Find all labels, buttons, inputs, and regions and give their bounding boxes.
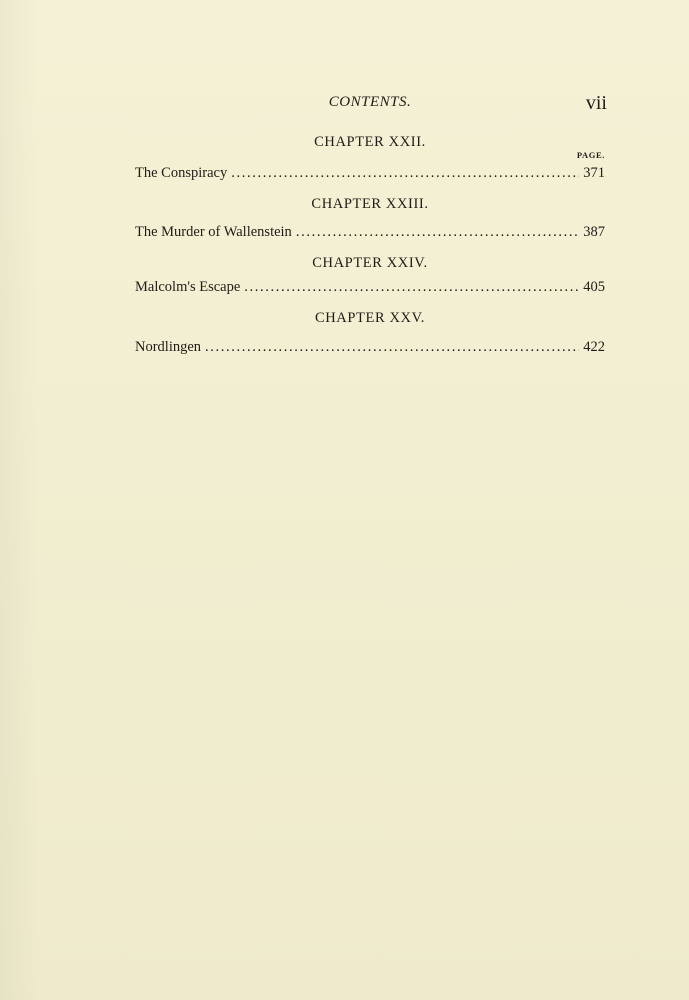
chapter-heading: CHAPTER XXV. [314, 310, 426, 326]
chapter-heading: CHAPTER XXIII. [311, 196, 429, 212]
page-number: vii [585, 92, 607, 114]
toc-entry-title: Nordlingen [135, 339, 202, 355]
toc-entry-page: 371 [583, 165, 605, 181]
toc-entry[interactable] [135, 279, 605, 297]
toc-entry-title: Malcolm's Escape [135, 279, 241, 295]
toc-entry-page: 405 [583, 279, 605, 295]
toc-entry-page: 422 [583, 339, 605, 355]
dot-leader [205, 339, 579, 356]
toc-entry-page: 387 [583, 224, 605, 240]
dot-leader [244, 279, 579, 296]
running-head-title: CONTENTS. [328, 94, 412, 110]
toc-entry[interactable] [135, 224, 605, 242]
dot-leader [296, 224, 579, 241]
page-column-label: PAGE. [576, 150, 605, 160]
running-head [135, 92, 605, 118]
toc-entry[interactable] [135, 339, 605, 357]
chapter-heading: CHAPTER XXIV. [312, 255, 428, 271]
chapter-heading: CHAPTER XXII. [314, 134, 426, 150]
toc-entry-title: The Murder of Wallenstein [135, 224, 292, 240]
dot-leader [231, 165, 579, 182]
toc-entry[interactable] [135, 165, 605, 183]
toc-entry-title: The Conspiracy [135, 165, 228, 181]
